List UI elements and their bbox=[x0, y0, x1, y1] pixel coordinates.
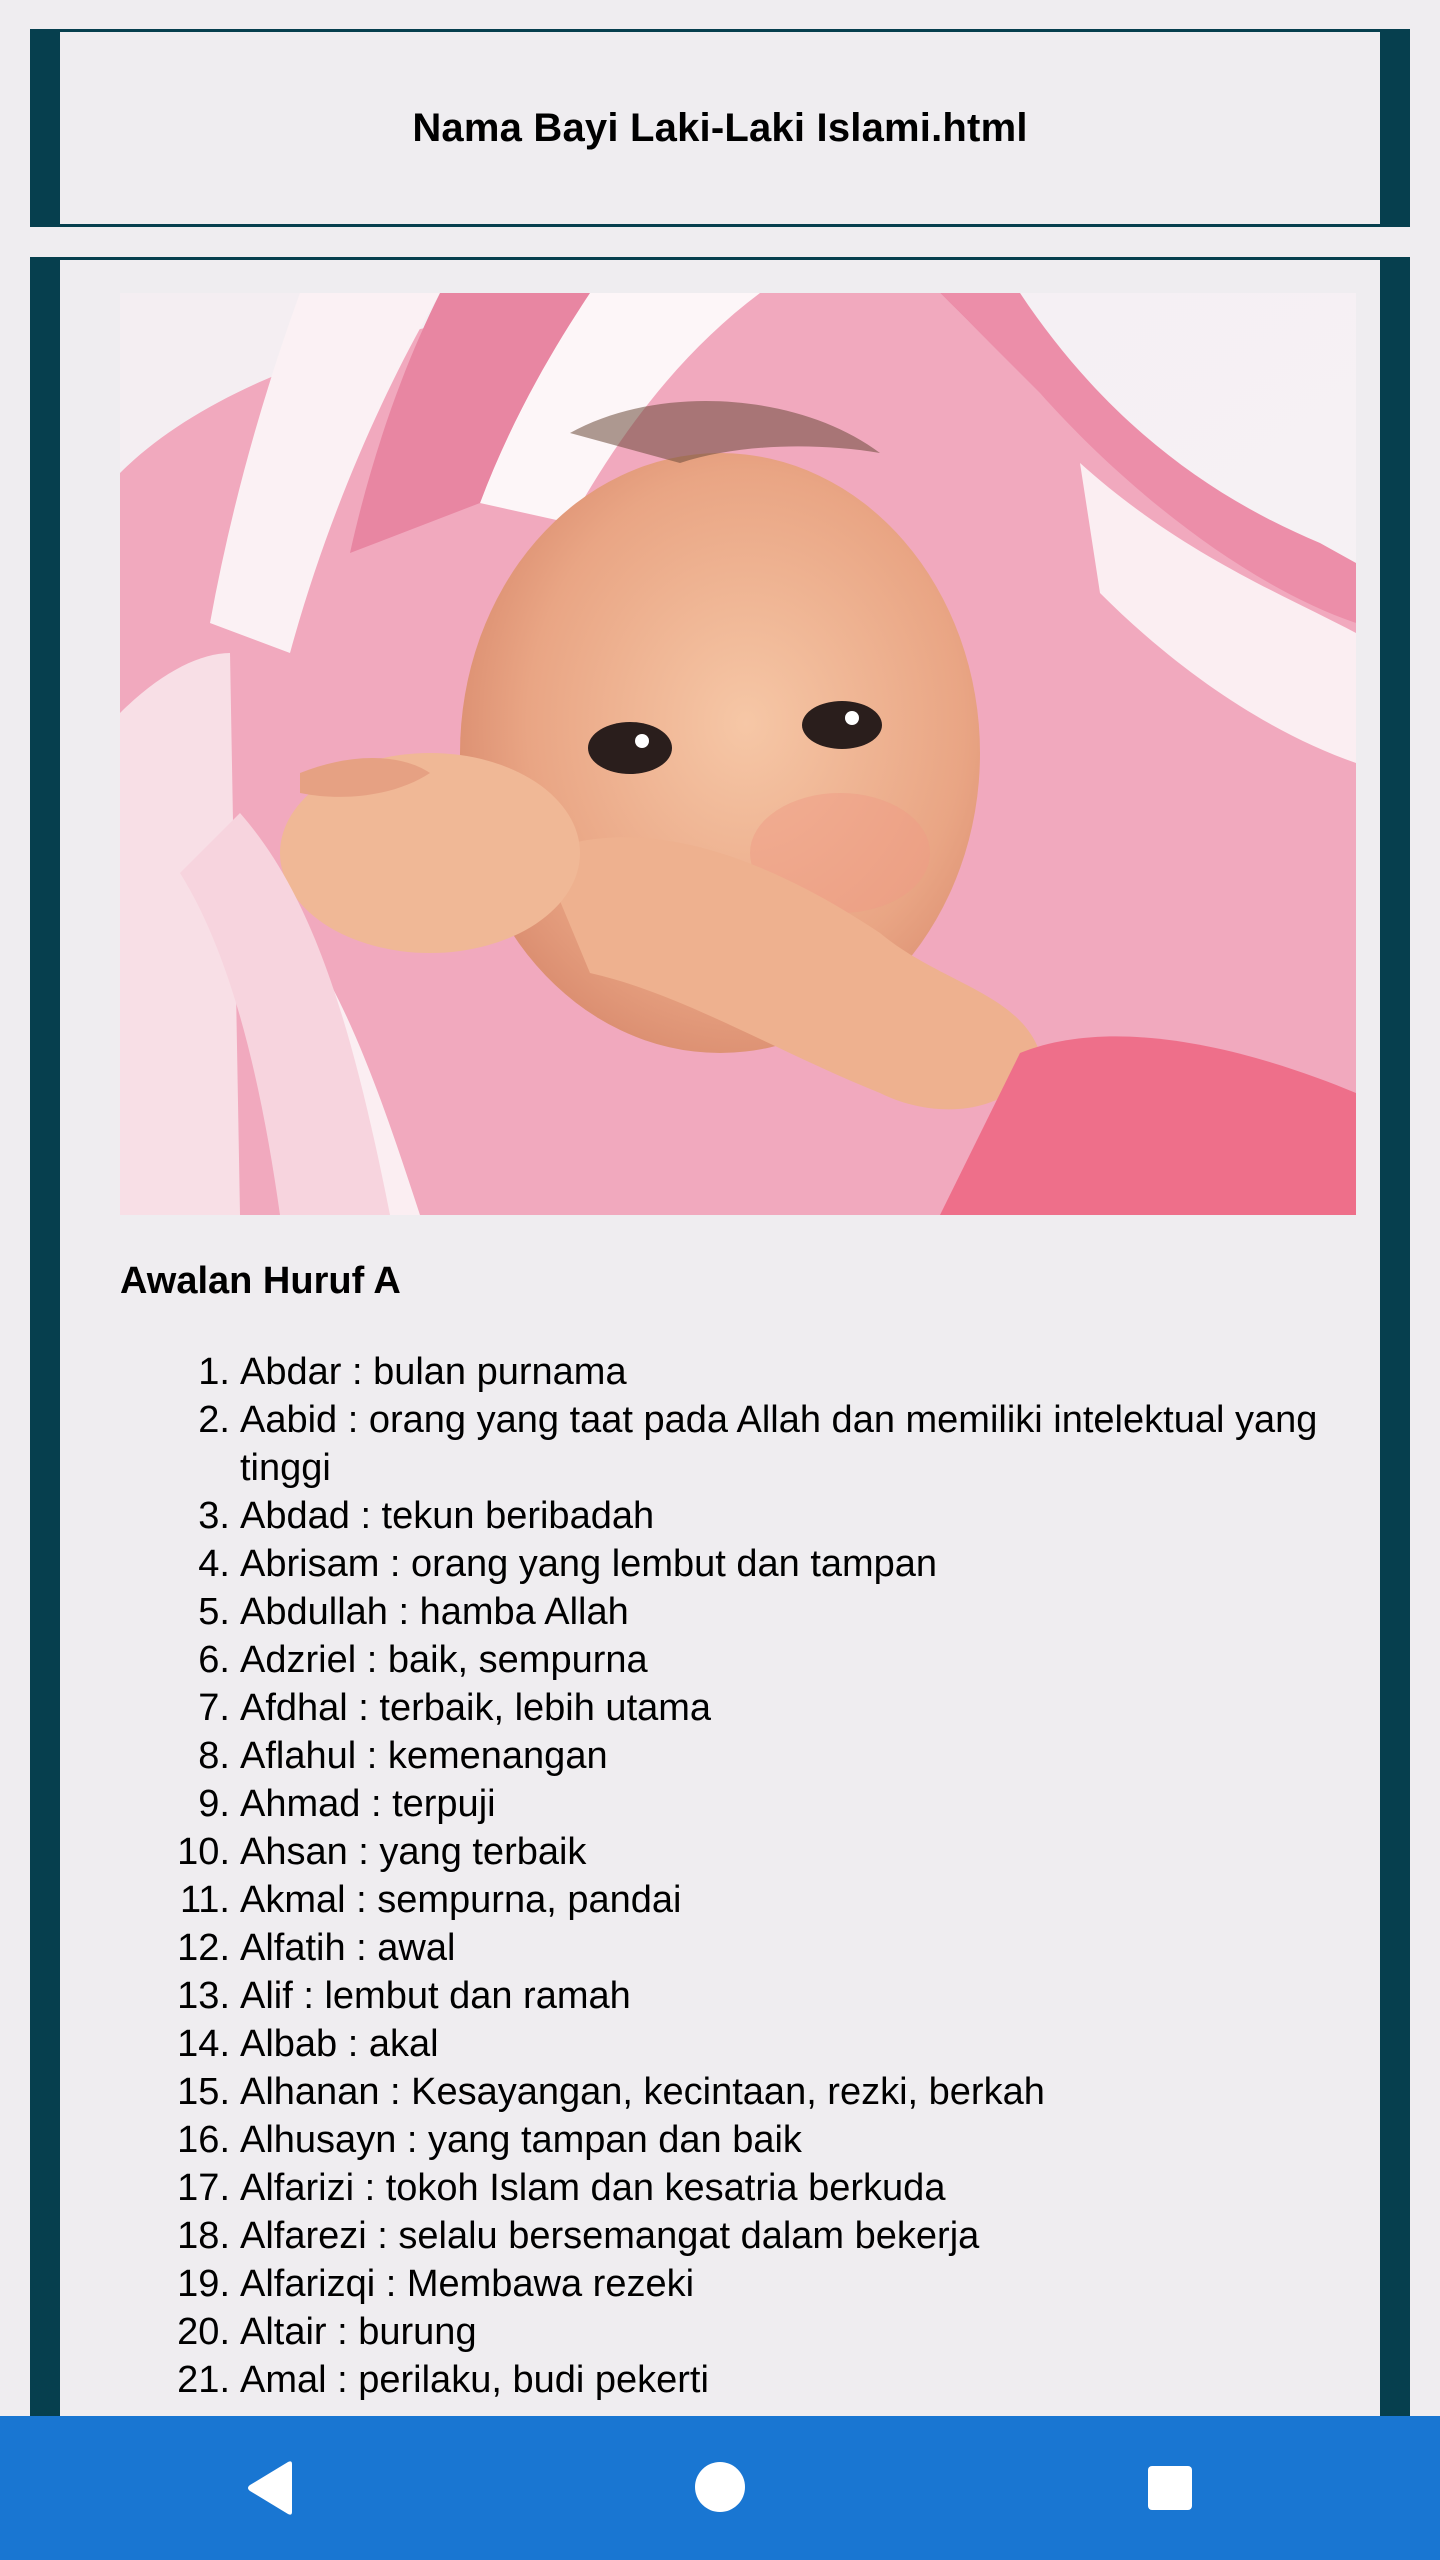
list-item-number: 12. bbox=[177, 1927, 230, 1969]
list-item-number: 2. bbox=[198, 1399, 230, 1441]
list-item-number: 15. bbox=[177, 2071, 230, 2113]
home-circle-icon[interactable] bbox=[695, 2462, 745, 2512]
list-item-text: Abdar : bulan purnama bbox=[240, 1351, 627, 1393]
list-item-number: 7. bbox=[198, 1687, 230, 1729]
list-item-number: 16. bbox=[177, 2119, 230, 2161]
list-item bbox=[120, 1540, 1370, 1588]
list-item-text: Alfarizi : tokoh Islam dan kesatria berkuda bbox=[240, 2167, 946, 2209]
list-item-text: Alfarezi : selalu bersemangat dalam bekerja bbox=[240, 2215, 980, 2257]
list-item-text: Akmal : sempurna, pandai bbox=[240, 1879, 682, 1921]
list-item-number: 9. bbox=[198, 1783, 230, 1825]
list-item bbox=[120, 1828, 1370, 1876]
list-item bbox=[120, 1396, 1370, 1492]
list-item bbox=[120, 2260, 1370, 2308]
list-item bbox=[120, 2068, 1370, 2116]
list-item-text: Albab : akal bbox=[240, 2023, 439, 2065]
list-item-number: 13. bbox=[177, 1975, 230, 2017]
list-item bbox=[120, 2308, 1370, 2356]
list-item-text: Alhusayn : yang tampan dan baik bbox=[240, 2119, 802, 2161]
list-item bbox=[120, 1348, 1370, 1396]
list-item bbox=[120, 1924, 1370, 1972]
content-card[interactable] bbox=[30, 257, 1410, 2497]
list-item-number: 3. bbox=[198, 1495, 230, 1537]
list-item bbox=[120, 1780, 1370, 1828]
list-item-number: 1. bbox=[198, 1351, 230, 1393]
list-item-text: Abdad : tekun beribadah bbox=[240, 1495, 655, 1537]
list-item-text: Amal : perilaku, budi pekerti bbox=[240, 2359, 709, 2401]
list-item bbox=[120, 1876, 1370, 1924]
list-item-text: Abrisam : orang yang lembut dan tampan bbox=[240, 1543, 938, 1585]
list-item bbox=[120, 1732, 1370, 1780]
list-item-text: Adzriel : baik, sempurna bbox=[240, 1639, 648, 1681]
list-item-number: 14. bbox=[177, 2023, 230, 2065]
list-item-number: 5. bbox=[198, 1591, 230, 1633]
page-title: Nama Bayi Laki-Laki Islami.html bbox=[412, 105, 1028, 150]
list-item-text: Alhanan : Kesayangan, kecintaan, rezki, berkah bbox=[240, 2071, 1045, 2113]
list-item-text: Ahsan : yang terbaik bbox=[240, 1831, 587, 1873]
list-item-number: 17. bbox=[177, 2167, 230, 2209]
list-item bbox=[120, 1492, 1370, 1540]
list-item bbox=[120, 1972, 1370, 2020]
list-item bbox=[120, 2116, 1370, 2164]
list-item-number: 8. bbox=[198, 1735, 230, 1777]
back-triangle-icon[interactable] bbox=[244, 2460, 294, 2516]
list-item-number: 10. bbox=[177, 1831, 230, 1873]
baby-photo bbox=[120, 293, 1356, 1215]
list-item bbox=[120, 2356, 1370, 2404]
list-item-number: 6. bbox=[198, 1639, 230, 1681]
list-item-number: 4. bbox=[198, 1543, 230, 1585]
list-item bbox=[120, 1684, 1370, 1732]
list-item-number: 18. bbox=[177, 2215, 230, 2257]
navigation-bar bbox=[0, 2416, 1440, 2560]
list-item bbox=[120, 2020, 1370, 2068]
list-item-text: Alfatih : awal bbox=[240, 1927, 456, 1969]
list-item-number: 19. bbox=[177, 2263, 230, 2305]
recent-apps-square-icon[interactable] bbox=[1148, 2466, 1192, 2510]
list-item-text: Aflahul : kemenangan bbox=[240, 1735, 608, 1777]
list-item-text: Afdhal : terbaik, lebih utama bbox=[240, 1687, 712, 1729]
list-item bbox=[120, 2212, 1370, 2260]
list-item-text: Abdullah : hamba Allah bbox=[240, 1591, 629, 1633]
list-item bbox=[120, 2164, 1370, 2212]
list-item-text: Alfarizqi : Membawa rezeki bbox=[240, 2263, 695, 2305]
list-item-text: Altair : burung bbox=[240, 2311, 477, 2353]
list-item-number: 21. bbox=[177, 2359, 230, 2401]
list-item-text: Aabid : orang yang taat pada Allah dan memiliki intelektual yang tinggi bbox=[240, 1399, 1318, 1489]
name-list bbox=[120, 1348, 1370, 2404]
list-item bbox=[120, 1636, 1370, 1684]
list-item-text: Alif : lembut dan ramah bbox=[240, 1975, 631, 2017]
list-item-number: 11. bbox=[179, 1879, 230, 1921]
section-heading: Awalan Huruf A bbox=[120, 1260, 401, 1302]
title-card bbox=[30, 29, 1410, 227]
list-item-number: 20. bbox=[177, 2311, 230, 2353]
list-item bbox=[120, 1588, 1370, 1636]
list-item-text: Ahmad : terpuji bbox=[240, 1783, 496, 1825]
